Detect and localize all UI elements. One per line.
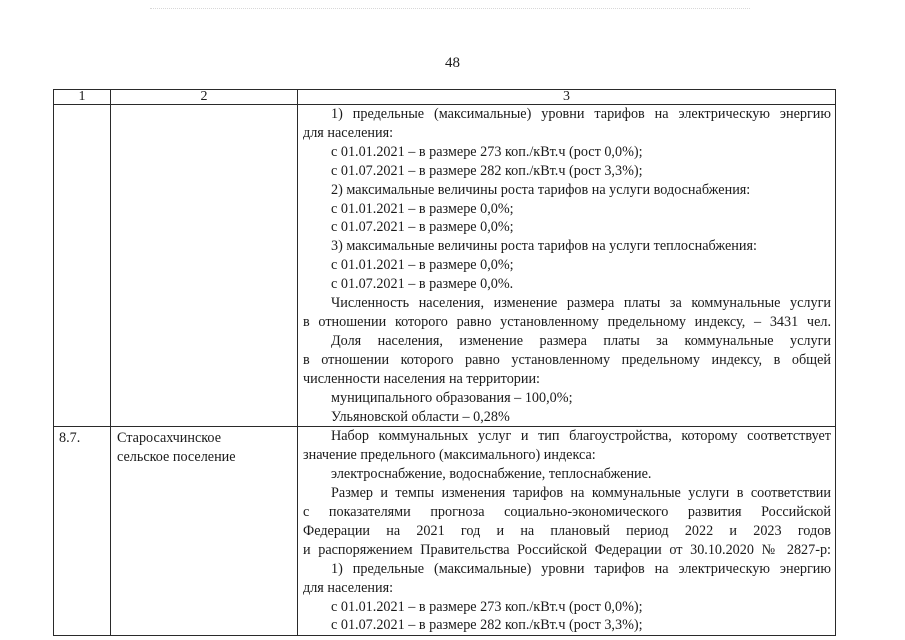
settlement-name-cell [111,427,298,636]
text-line: с показателями прогноза социально-экономического развития Российской [303,504,831,521]
text-line: для населения: [303,579,394,596]
tariff-table [53,89,836,636]
text-lines [303,427,831,635]
text-line: Набор коммунальных услуг и тип благоустройства, которому соответствует [331,428,831,445]
settlement-name-line: сельское поселение [117,449,236,466]
text-line: с 01.07.2021 – в размере 0,0%. [331,276,514,293]
column-header-2: 2 [111,90,298,105]
text-line: с 01.07.2021 – в размере 0,0%; [331,219,514,236]
text-line: и распоряжением Правительства Российской Федерации от 30.10.2020 № 2827-р: [303,541,831,558]
text-line: значение предельного (максимального) индекса: [303,447,596,464]
text-line: в отношении которого равно установленному предельному индексу, – 3431 чел. [303,313,831,330]
row-number-cell: 8.7. [54,427,111,636]
text-lines [303,105,831,426]
text-line: с 01.01.2021 – в размере 0,0%; [331,200,514,217]
column-header-3: 3 [298,90,836,105]
table-row [54,427,836,636]
text-line: электроснабжение, водоснабжение, теплоснабжение. [331,466,652,483]
text-line: с 01.01.2021 – в размере 273 коп./кВт.ч (рост 0,0%); [331,143,643,160]
text-line: в отношении которого равно установленному предельному индексу, в общей [303,351,831,368]
text-line: 1) предельные (максимальные) уровни тарифов на электрическую энергию [331,106,831,122]
text-line: с 01.07.2021 – в размере 282 коп./кВт.ч (рост 3,3%); [331,617,643,634]
text-line: Федерации на 2021 год и на плановый период 2022 и 2023 годов [303,522,831,539]
column-header-1: 1 [54,90,111,105]
text-line: муниципального образования – 100,0%; [331,389,573,406]
tariff-description-cell [298,105,836,427]
text-line: численности населения на территории: [303,370,541,387]
text-line: с 01.01.2021 – в размере 273 коп./кВт.ч (рост 0,0%); [331,598,643,615]
text-line: Доля населения, изменение размера платы за коммунальные услуги [331,332,831,349]
page-number: 48 [445,55,460,71]
scan-artifact-line [150,8,750,13]
text-line: 1) предельные (максимальные) уровни тарифов на электрическую энергию [331,560,831,577]
table-header-row [54,90,836,105]
row-number-cell [54,105,111,427]
text-line: Размер и темпы изменения тарифов на коммунальные услуги в соответствии [331,485,831,502]
text-line: 2) максимальные величины роста тарифов на услуги водоснабжения: [331,181,751,198]
tariff-description-cell [298,427,836,636]
table-row [54,105,836,427]
text-line: 3) максимальные величины роста тарифов на услуги теплоснабжения: [331,238,757,255]
text-line: Ульяновской области – 0,28% [331,408,510,425]
settlement-name-line: Старосахчинское [117,430,221,447]
settlement-name-cell [111,105,298,427]
text-line: для населения: [303,124,394,141]
text-line: с 01.07.2021 – в размере 282 коп./кВт.ч (рост 3,3%); [331,162,643,179]
text-line: с 01.01.2021 – в размере 0,0%; [331,257,514,274]
text-line: Численность населения, изменение размера платы за коммунальные услуги [331,295,831,312]
